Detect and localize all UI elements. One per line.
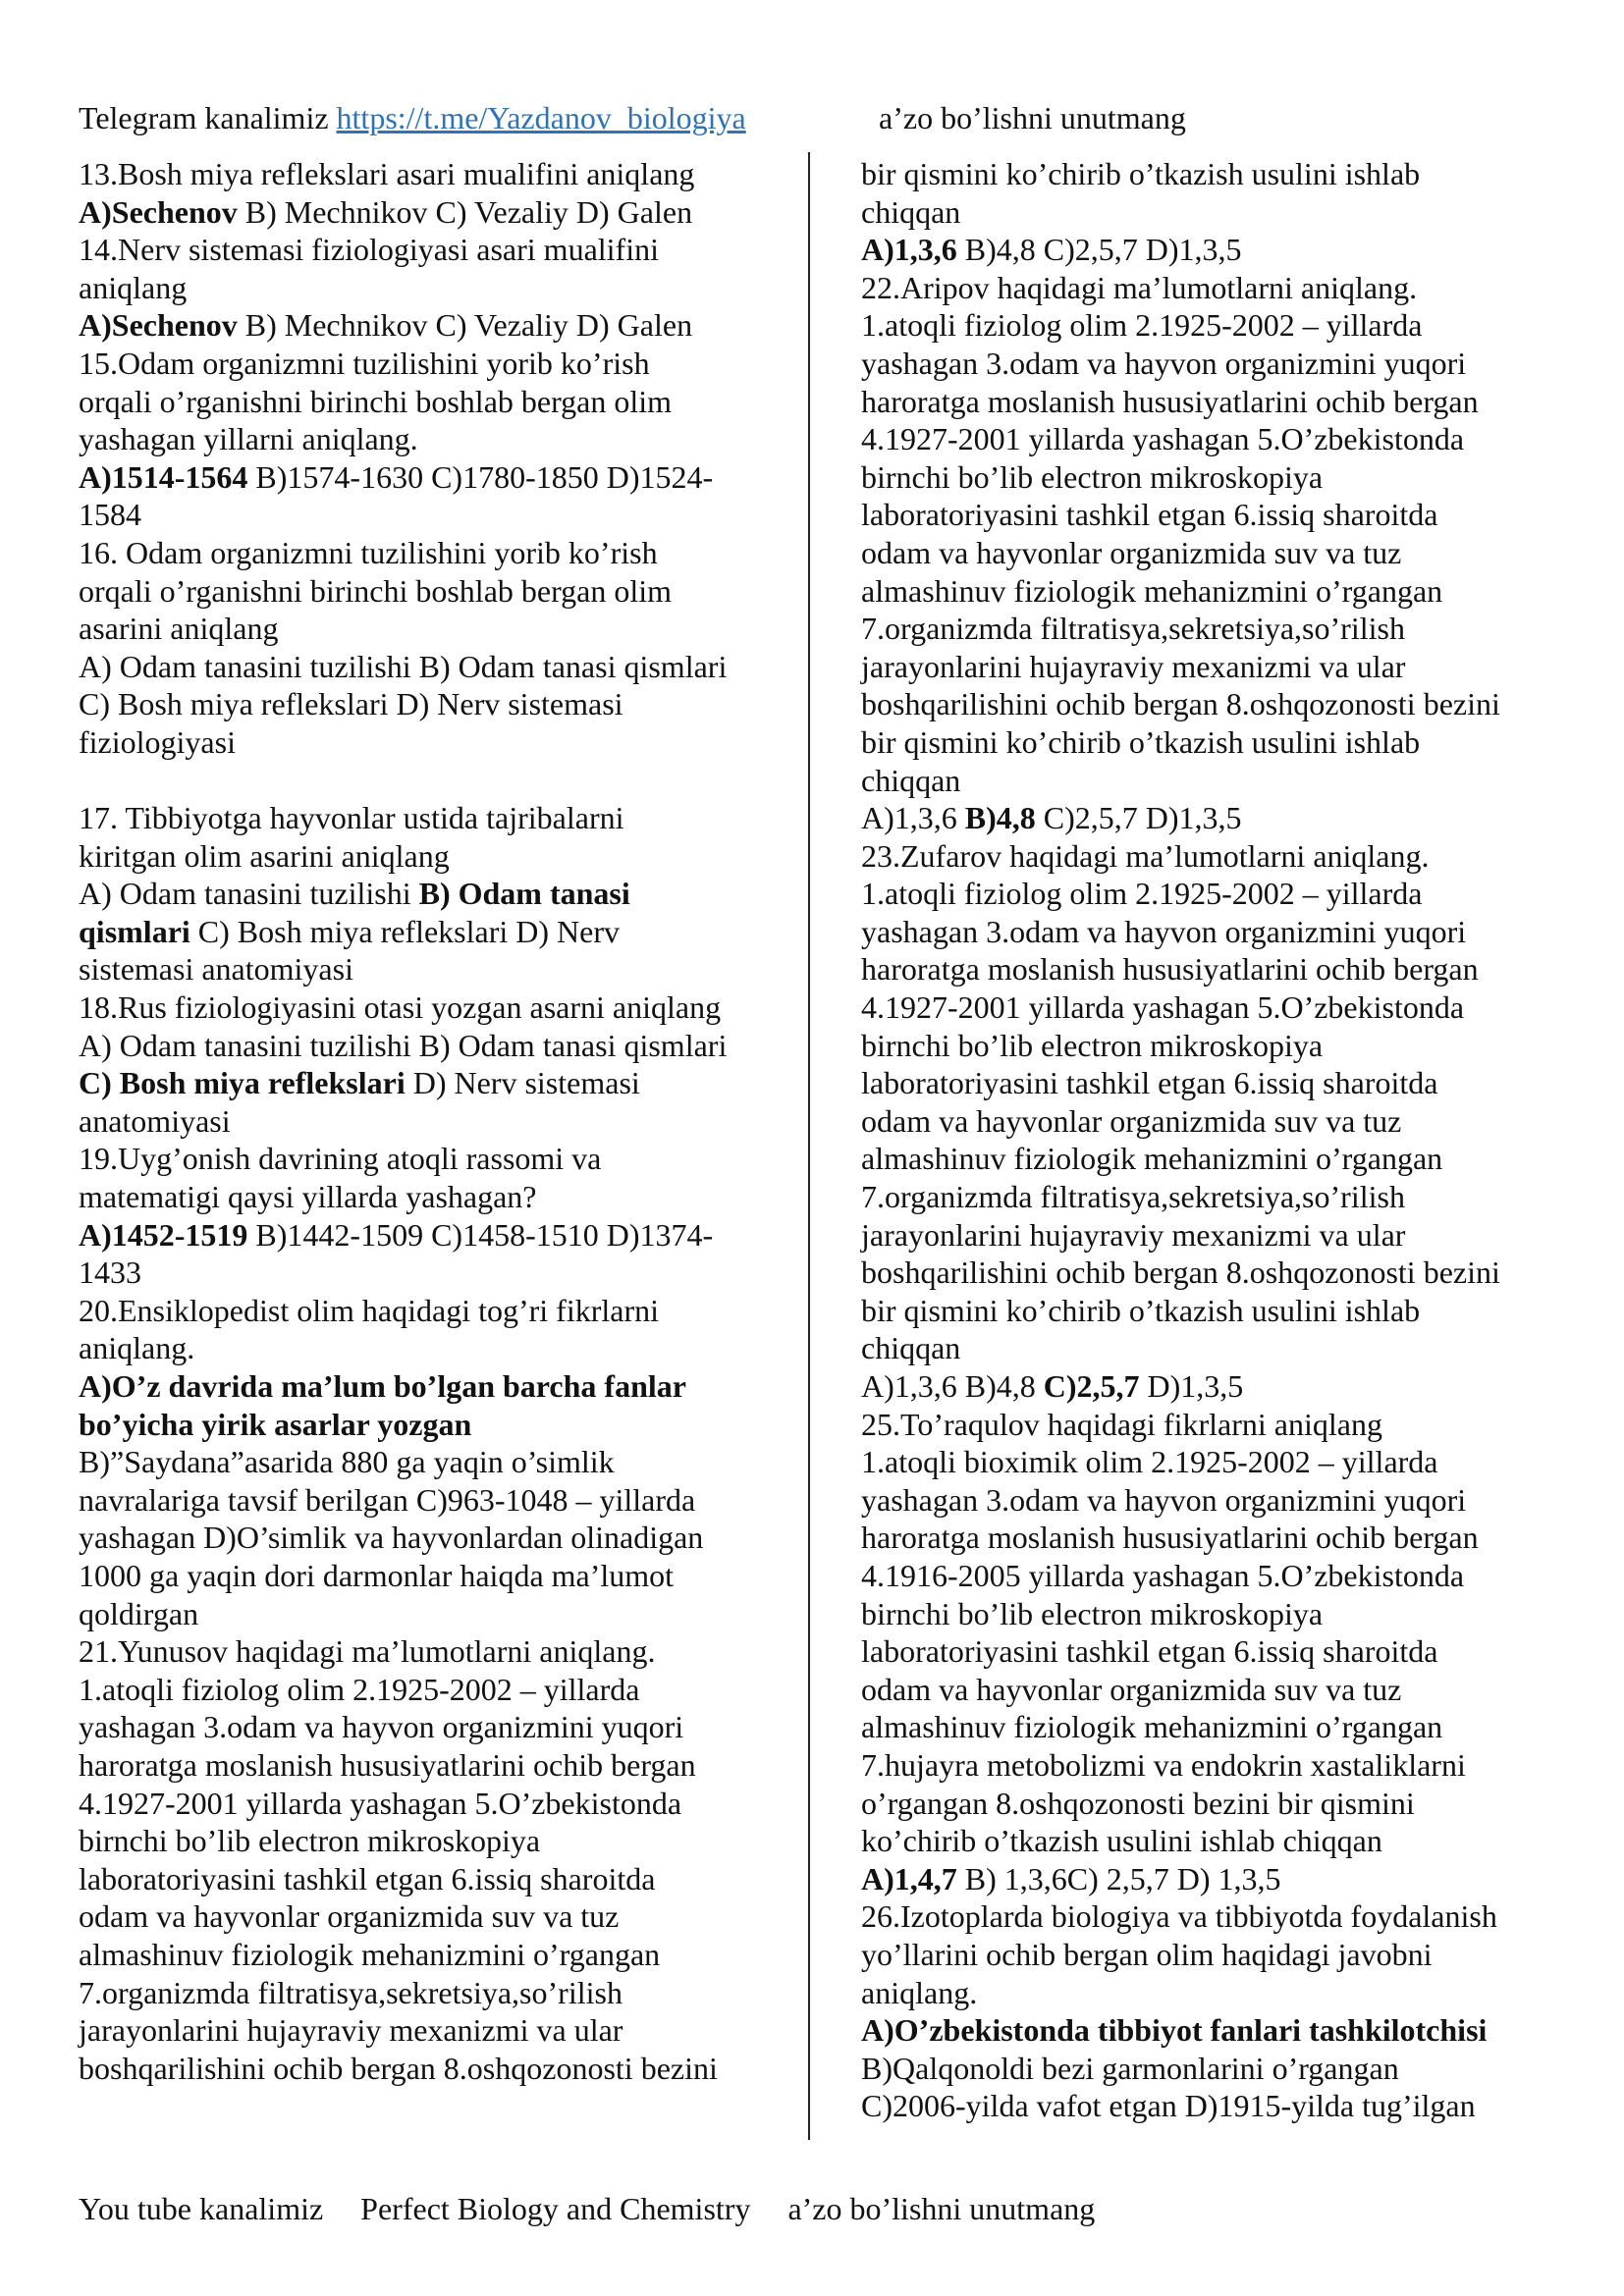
text-block xyxy=(79,648,785,762)
answer-highlight: A)O’zbekistonda tibbiyot fanlari tashkilotchisi xyxy=(861,2012,1488,2049)
answer-highlight: C) Bosh miya reflekslari xyxy=(79,1065,406,1101)
text-block xyxy=(79,231,785,306)
text-block xyxy=(79,1367,785,1443)
text-run: C) Bosh miya reflekslari D) Nerv sistemasi anatomiyasi xyxy=(79,913,620,988)
telegram-link[interactable]: https://t.me/Yazdanov_biologiya xyxy=(336,100,746,135)
answer-highlight: A)O’z davrida ma’lum bo’lgan barcha fanlar bo’yicha yirik asarlar yozgan xyxy=(79,1368,686,1442)
column-divider xyxy=(808,152,810,2140)
text-run: B)1442-1509 C)1458-1510 D)1374- 1433 xyxy=(79,1216,714,1291)
answer-highlight: A)1452-1519 xyxy=(79,1216,248,1253)
text-block xyxy=(79,875,785,988)
text-run: A) Odam tanasini tuzilishi xyxy=(79,876,419,912)
text-block xyxy=(861,155,1548,231)
text-block xyxy=(79,988,785,1027)
text-block xyxy=(861,837,1548,1367)
text-run: A) Odam tanasini tuzilishi B) Odam tanasi qismlari xyxy=(79,1027,728,1063)
text-run: B) Mechnikov C) Vezaliy D) Galen xyxy=(237,193,693,230)
text-run: B)Qalqonoldi bezi garmonlarini o’rgangan C)2006-yilda vafot etgan D)1915-yilda tug’ilgan xyxy=(861,2050,1476,2124)
text-run: 20.Ensiklopedist olim haqidagi tog’ri fikrlarni aniqlang. xyxy=(79,1292,660,1366)
header-prefix: Telegram kanalimiz xyxy=(79,100,337,135)
blank-line xyxy=(79,762,785,800)
text-block xyxy=(861,2011,1548,2050)
text-block xyxy=(861,1897,1548,2011)
text-block xyxy=(79,458,785,534)
text-block xyxy=(79,799,785,875)
text-run: 14.Nerv sistemasi fiziologiyasi asari mualifini aniqlang xyxy=(79,232,659,305)
text-run: 22.Aripov haqidagi ma’lumotlarni aniqlang. 1.atoqli fiziolog olim 2.1925-2002 – yillarda yashagan 3.odam va hayvon organizmini yuqori haroratga moslanish hususiyatlarini ochib bergan 4.1927-2001 yillarda yashagan 5.O’zbekistonda birnchi bo’lib electron mikroskopiya laboratoriyasini tashkil etgan 6.issiq sharoitda odam va hayvonlar organizmida suv va tuz almashinuv fiziologik mehanizmini o’rgangan 7.organizmda filtratisya,sekretsiya,so’rilish jarayonlarini hujayraviy mexanizmi va ular boshqarilishini ochib bergan 8.oshqozonosti bezini bir qismini ko’chirib o’tkazish usulini ishlab chiqqan xyxy=(861,269,1500,798)
text-block xyxy=(79,1216,785,1292)
page-footer xyxy=(79,2187,1124,2230)
text-block xyxy=(79,1140,785,1215)
footer-youtube-label: You tube kanalimiz xyxy=(79,2191,324,2226)
text-run: 17. Tibbiyotga hayvonlar ustida tajribalarni kiritgan olim asarini aniqlang xyxy=(79,800,624,874)
text-run: 13.Bosh miya reflekslari asari mualifini aniqlang xyxy=(79,156,695,191)
text-block xyxy=(861,231,1548,269)
text-run: D) Nerv sistemasi anatomiyasi xyxy=(79,1065,640,1139)
text-run: A)1,3,6 xyxy=(861,800,965,836)
text-block xyxy=(861,1860,1548,1898)
text-run: B)4,8 C)2,5,7 D)1,3,5 xyxy=(956,232,1242,268)
text-run: B) Mechnikov C) Vezaliy D) Galen xyxy=(237,307,693,344)
text-run: 21.Yunusov haqidagi ma’lumotlarni aniqlang. 1.atoqli fiziolog olim 2.1925-2002 – yillarda yashagan 3.odam va hayvon organizmini yuqori haroratga moslanish hususiyatlarini ochib bergan 4.1927-2001 yillarda yashagan 5.O’zbekistonda birnchi bo’lib electron mikroskopiya laboratoriyasini tashkil etgan 6.issiq sharoitda odam va hayvonlar organizmida suv va tuz almashinuv fiziologik mehanizmini o’rgangan 7.organizmda filtratisya,sekretsiya,so’rilish jarayonlarini hujayraviy mexanizmi va ular boshqarilishini ochib bergan 8.oshqozonosti bezini xyxy=(79,1633,718,2086)
text-run: B)”Saydana”asarida 880 ga yaqin o’simlik navralariga tavsif berilgan C)963-1048 – yillarda yashagan D)O’simlik va hayvonlardan olinadigan 1000 ga yaqin dori darmonlar haiqda ma’lumot qoldirgan xyxy=(79,1444,704,1631)
answer-highlight: B)4,8 xyxy=(964,800,1036,836)
text-run: 16. Odam organizmni tuzilishini yorib ko’rish orqali o’rganishni birinchi boshlab bergan olim asarini aniqlang xyxy=(79,534,673,647)
text-run: 15.Odam organizmni tuzilishini yorib ko’rish orqali o’rganishni birinchi boshlab bergan olim yashagan yillarni aniqlang. xyxy=(79,345,673,457)
text-run: D)1,3,5 xyxy=(1139,1368,1244,1404)
text-block xyxy=(79,1292,785,1367)
answer-highlight: A)Sechenov xyxy=(79,307,238,344)
text-run: 19.Uyg’onish davrining atoqli rassomi va matematigi qaysi yillarda yashagan? xyxy=(79,1141,602,1215)
text-run: B) 1,3,6C) 2,5,7 D) 1,3,5 xyxy=(956,1860,1281,1896)
text-run: A) Odam tanasini tuzilishi B) Odam tanasi qismlari C) Bosh miya reflekslari D) Nerv sistemasi fiziologiyasi xyxy=(79,648,728,760)
answer-highlight: A)1514-1564 xyxy=(79,458,248,495)
text-block xyxy=(79,534,785,648)
footer-channel-name: Perfect Biology and Chemistry xyxy=(360,2191,751,2226)
footer-note: a’zo bo’lishni unutmang xyxy=(787,2191,1096,2226)
text-block xyxy=(861,269,1548,799)
text-run: 25.To’raqulov haqidagi fikrlarni aniqlang 1.atoqli bioximik olim 2.1925-2002 – yillarda yashagan 3.odam va hayvon organizmini yuqori haroratga moslanish hususiyatlarini ochib bergan 4.1916-2005 yillarda yashagan 5.O’zbekistonda birnchi bo’lib electron mikroskopiya laboratoriyasini tashkil etgan 6.issiq sharoitda odam va hayvonlar organizmida suv va tuz almashinuv fiziologik mehanizmini o’rgangan 7.hujayra metobolizmi va endokrin xastaliklarni o’rgangan 8.oshqozonosti bezini bir qismini ko’chirib o’tkazish usulini ishlab chiqqan xyxy=(861,1406,1479,1859)
text-block xyxy=(861,1406,1548,1860)
answer-highlight: A)Sechenov xyxy=(79,193,238,230)
text-block xyxy=(79,1632,785,2087)
text-block xyxy=(79,193,785,232)
text-run: C)2,5,7 D)1,3,5 xyxy=(1035,800,1242,836)
text-block xyxy=(861,2050,1548,2125)
text-block xyxy=(861,799,1548,837)
text-run: A)1,3,6 B)4,8 xyxy=(861,1368,1044,1404)
text-run: 26.Izotoplarda biologiya va tibbiyotda foydalanish yo’llarini ochib bergan olim haqidagi javobni aniqlang. xyxy=(861,1898,1497,2010)
text-run: bir qismini ko’chirib o’tkazish usulini ishlab chiqqan xyxy=(861,156,1421,230)
text-block xyxy=(861,1367,1548,1406)
text-block xyxy=(79,1027,785,1141)
left-column xyxy=(79,155,785,2087)
header-note: a’zo bo’lishni unutmang xyxy=(879,100,1186,135)
text-run: B)1574-1630 C)1780-1850 D)1524- 1584 xyxy=(79,458,714,533)
answer-highlight: A)1,4,7 xyxy=(861,1860,957,1896)
text-run: 23.Zufarov haqidagi ma’lumotlarni aniqlang. 1.atoqli fiziolog olim 2.1925-2002 – yillarda yashagan 3.odam va hayvon organizmini yuqori haroratga moslanish hususiyatlarini ochib bergan 4.1927-2001 yillarda yashagan 5.O’zbekistonda birnchi bo’lib electron mikroskopiya laboratoriyasini tashkil etgan 6.issiq sharoitda odam va hayvonlar organizmida suv va tuz almashinuv fiziologik mehanizmini o’rgangan 7.organizmda filtratisya,sekretsiya,so’rilish jarayonlarini hujayraviy mexanizmi va ular boshqarilishini ochib bergan 8.oshqozonosti bezini bir qismini ko’chirib o’tkazish usulini ishlab chiqqan xyxy=(861,837,1500,1366)
page-header xyxy=(79,96,1551,139)
answer-highlight: B) Odam tanasi qismlari xyxy=(79,876,630,949)
answer-highlight: A)1,3,6 xyxy=(861,232,957,268)
text-block xyxy=(79,1443,785,1632)
text-block xyxy=(79,345,785,458)
text-block xyxy=(79,155,785,193)
text-run: 18.Rus fiziologiyasini otasi yozgan asarni aniqlang xyxy=(79,989,722,1026)
answer-highlight: C)2,5,7 xyxy=(1043,1368,1140,1404)
text-block xyxy=(79,306,785,345)
right-column xyxy=(861,155,1548,2125)
